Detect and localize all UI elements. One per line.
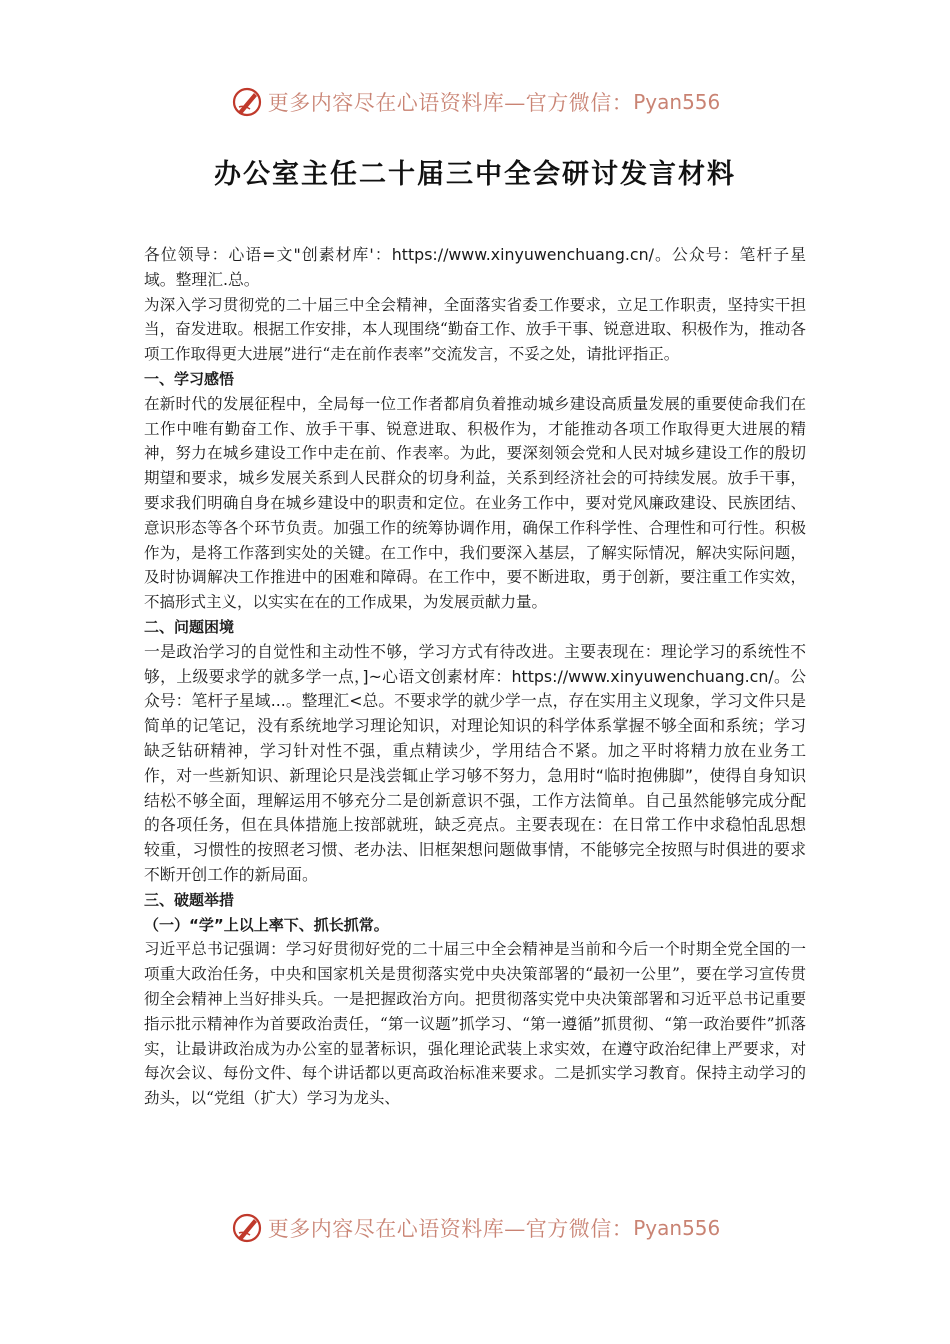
pen-logo-icon (230, 85, 264, 119)
banner-wechat-id: Pyan556 (633, 1216, 721, 1240)
greeting-paragraph: 各位领导：心语=文"创素材库'：https://www.xinyuwenchuang.cn/。公众号：笔杆子星域。整理汇.总。 (144, 245, 806, 289)
section-heading-3: 三、破题举措 (144, 890, 235, 909)
section-1-paragraph: 在新时代的发展征程中，全局每一位工作者都肩负着推动城乡建设高质量发展的重要使命我们在工作中唯有勤奋工作、放手干事、锐意进取、积极作为，才能推动各项工作取得更大进展的精神，努力在城乡建设工作中走在前、作表率。为此，要深刻领会党和人民对城乡建设工作的殷切期望和要求，城乡发展关系到人民群众的切身利益，关系到经济社会的可持续发展。放手干事，要求我们明确自身在城乡建设中的职责和定位。在业务工作中，要对党风廉政建设、民族团结、意识形态等各个环节负责。加强工作的统筹协调作用，确保工作科学性、合理性和可行性。积极作为，是将工作落到实处的关键。在工作中，我们要深入基层，了解实际情况，解决实际问题，及时协调解决工作推进中的困难和障碍。在工作中，要不断进取，勇于创新，要注重工作实效，不搞形式主义，以实实在在的工作成果，为发展贡献力量。 (144, 394, 806, 612)
footer-banner (0, 1208, 950, 1248)
intro-paragraph: 为深入学习贯彻党的二十届三中全会精神，全面落实省委工作要求，立足工作职责，坚持实干担当，奋发进取。根据工作安排，本人现围绕“勤奋工作、放手干事、锐意进取、积极作为，推动各项工作取得更大进展”进行“走在前作表率”交流发言，不妥之处，请批评指正。 (144, 295, 806, 364)
section-3-paragraph: 习近平总书记强调：学习好贯彻好党的二十届三中全会精神是当前和今后一个时期全党全国的一项重大政治任务，中央和国家机关是贯彻落实党中央决策部署的“最初一公里”，要在学习宣传贯彻全会精神上当好排头兵。一是把握政治方向。把贯彻落实党中央决策部署和习近平总书记重要指示批示精神作为首要政治责任，“第一议题”抓学习、“第一遵循”抓贯彻、“第一政治要件”抓落实，让最讲政治成为办公室的显著标识，强化理论武装上求实效，在遵守政治纪律上严要求，对每次会议、每份文件、每个讲话都以更高政治标准来要求。二是抓实学习教育。保持主动学习的劲头，以“党组（扩大）学习为龙头、 (144, 940, 806, 1108)
section-2-paragraph: 一是政治学习的自觉性和主动性不够，学习方式有待改进。主要表现在：理论学习的系统性不够，上级要求学的就多学一点，]~心语文创素材库：https://www.xinyuwenchuang.cn/。公众号：笔杆子星域...。整理汇<总。不要求学的就少学一点，存在实用主义现象，学习文件只是简单的记笔记，没有系统地学习理论知识，对理论知识的科学体系掌握不够全面和系统；学习缺乏钻研精神，学习针对性不强，重点精读少，学用结合不紧。加之平时将精力放在业务工作，对一些新知识、新理论只是浅尝辄止学习够不努力，急用时“临时抱佛脚”，使得自身知识结松不够全面，理解运用不够充分二是创新意识不强，工作方法简单。自己虽然能够完成分配的各项任务，但在具体措施上按部就班，缺乏亮点。主要表现在：在日常工作中求稳怕乱思想较重，习惯性的按照老习惯、老办法、旧框架想问题做事情，不能够完全按照与时俱进的要求不断开创工作的新局面。 (144, 641, 806, 884)
pen-logo-icon (230, 1211, 264, 1245)
section-heading-1: 一、学习感悟 (144, 369, 235, 388)
section-heading-2: 二、问题困境 (144, 617, 235, 636)
banner-text: 更多内容尽在心语资料库—官方微信： (267, 1217, 634, 1241)
subsection-heading-1: （一）“学”上以上率下、抓长抓常。 (144, 915, 389, 934)
banner-wechat-id: Pyan556 (633, 90, 721, 114)
document-title: 办公室主任二十届三中全会研讨发言材料 (214, 159, 736, 190)
banner-text: 更多内容尽在心语资料库—官方微信： (267, 91, 634, 115)
header-banner (0, 82, 950, 122)
document-body (144, 243, 806, 1111)
